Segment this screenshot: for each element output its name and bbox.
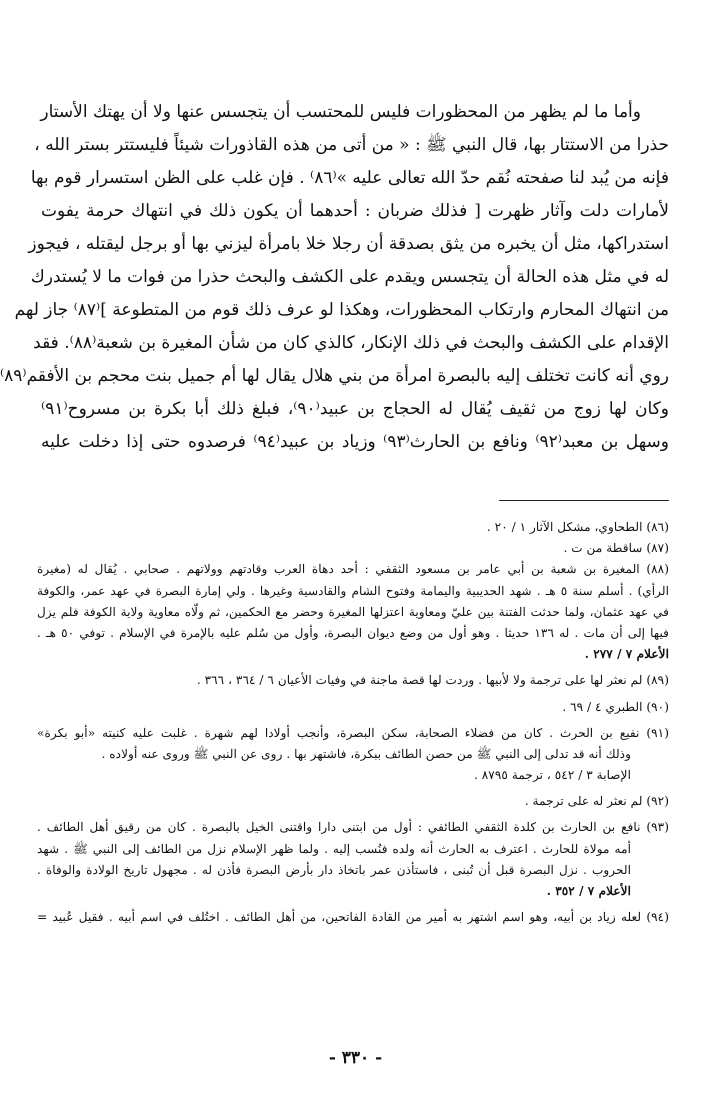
footnote-line: (٨٩) لم نعثر لها على ترجمة ولا لأبيها . وردت لها قصة ماجنة في وفيات الأعيان ٦ / ٣٦٤ ، ٣٦٦ . (196, 673, 669, 688)
footnote-line: الرأي) . أسلم سنة ٥ هـ . شهد الحديبية واليمامة وفتوح الشام والقادسية وغيرها . ولي إمارة البصرة في عهد عمر، والكوفة (37, 583, 669, 598)
footnote-line: الإصابة ٣ / ٥٤٢ ، ترجمة ٨٧٩٥ . (474, 768, 631, 783)
page-number: - ٣٣٠ - (328, 1048, 383, 1068)
footnote-line: (٩٢) لم نعثر له على ترجمة . (524, 794, 669, 809)
body-line: لأمارات دلت وآثار ظهرت [ فذلك ضربان : أحدهما أن يكون ذلك في انتهاك حرمة يفوت (41, 201, 669, 221)
footnote-line: أمه مولاة للحارث . اعترف به الحارث أنه ولده فنُسب إليه . ولما ظهر الإسلام نزل من الطائف إلى النبي ﷺ . شهد (37, 841, 631, 856)
book-page (2, 0, 709, 1108)
main-text (0, 96, 669, 459)
body-line: حذرا من الاستتار بها، قال النبي ﷺ : « من أتى من هذه القاذورات شيئاً فليستتر بستر الله ، (34, 135, 669, 155)
footnote-line: فيها إلى أن مات . له ١٣٦ حديثا . وهو أول من وضع ديوان البصرة، وأول من سُلم عليه بالإمرة في الإسلام . توفي ٥٠ هـ . (37, 625, 670, 640)
body-line: روي أنه كانت تختلف إليه بالبصرة امرأة من بني هلال يقال لها أم جميل بنت محجم بن الأفقم⁽٨٩⁾ (0, 366, 669, 386)
body-line: له في مثل هذه الحالة أن يتجسس ويقدم على الكشف والبحث حذرا من فوات ما لا يُستدرك (30, 267, 669, 287)
footnote-line: (٩٠) الطبري ٤ / ٦٩ . (562, 699, 669, 714)
footnote-line: الحروب . نزل البصرة قبل أن تُبنى ، فاستأذن عمر باتخاذ دار بأرض البصرة فأذن له . مجهول تاريخ الولادة والوفاة . (37, 862, 631, 877)
footnote-line: الأعلام ٧ / ٣٥٢ . (546, 884, 631, 898)
footnote-line: (٩٣) نافع بن الحارث بن كلدة الثقفي الطائفي : أول من ابتنى دارا واقتنى الخيل بالبصرة . كان من رقيق أهل الطائف . (37, 820, 669, 835)
footnote-separator (499, 500, 669, 501)
footnote-line: (٨٦) الطحاوي، مشكل الآثار ١ / ٢٠ . (486, 520, 669, 534)
body-line: وأما ما لم يظهر من المحظورات فليس للمحتسب أن يتجسس عنها ولا أن يهتك الأستار (40, 102, 641, 122)
body-line: وكان لها زوج من ثقيف يُقال له الحجاج بن عبيد⁽٩٠⁾، فبلغ ذلك أبا بكرة بن مسروح⁽٩١⁾ (41, 399, 669, 419)
body-line: من انتهاك المحارم وارتكاب المحظورات، وهكذا لو عرف ذلك قوم من المتطوعة ]⁽٨٧⁾ جاز لهم (14, 300, 669, 320)
footnote-line: (٩١) نفيع بن الحرث . كان من فضلاء الصحابة، سكن البصرة، وأنجب أولادا لهم شهرة . غلبت عليه كنيته «أبو بكرة» (37, 725, 669, 740)
body-line: الإقدام على الكشف والبحث في ذلك الإنكار، كالذي كان من شأن المغيرة بن شعبة⁽٨٨⁾. فقد (33, 333, 669, 353)
body-line: وسهل بن معبد⁽٩٢⁾ ونافع بن الحارث⁽٩٣⁾ وزياد بن عبيد⁽٩٤⁾ فرصدوه حتى إذا دخلت عليه (41, 432, 669, 452)
footnote-line: في عهد عثمان، ولما حدثت الفتنة بين عليّ ومعاوية اعتزلها المغيرة وحضر مع الحكمين، ثم ولّاه معاوية ولاية الكوفة فلم يزل (37, 604, 669, 619)
footnote-line: (٩٤) لعله زياد بن أبيه، وهو اسم اشتهر به أمير من القادة الفاتحين، من أهل الطائف . اختُلف في اسم أبيه . فقيل عُبيد = (37, 910, 669, 925)
footnote-line: وذلك أنه قد تدلى إلى النبي ﷺ من حصن الطائف ببكرة، فاشتهر بها . روى عن النبي ﷺ وروى عنه أولاده . (101, 746, 631, 761)
footnote-line: (٨٨) المغيرة بن شعبة بن أبي عامر بن مسعود الثقفي : أحد دهاة العرب وقادتهم وولاتهم . صحابي . يُقال له (مغيرة (37, 562, 669, 577)
body-line: استدراكها، مثل أن يخبره من يثق بصدقة أن رجلا خلا بامرأة ليزني بها أو برجل ليقتله ، فيجوز (28, 234, 669, 254)
body-line: فإنه من يُبد لنا صفحته نُقم حدّ الله تعالى عليه »⁽٨٦⁾ . فإن غلب على الظن استسرار قوم بها (30, 168, 669, 188)
footnotes (37, 517, 669, 928)
footnote-line: (٨٧) ساقطة من ت . (563, 541, 669, 556)
footnote-line: الأعلام ٧ / ٢٧٧ . (584, 647, 669, 662)
